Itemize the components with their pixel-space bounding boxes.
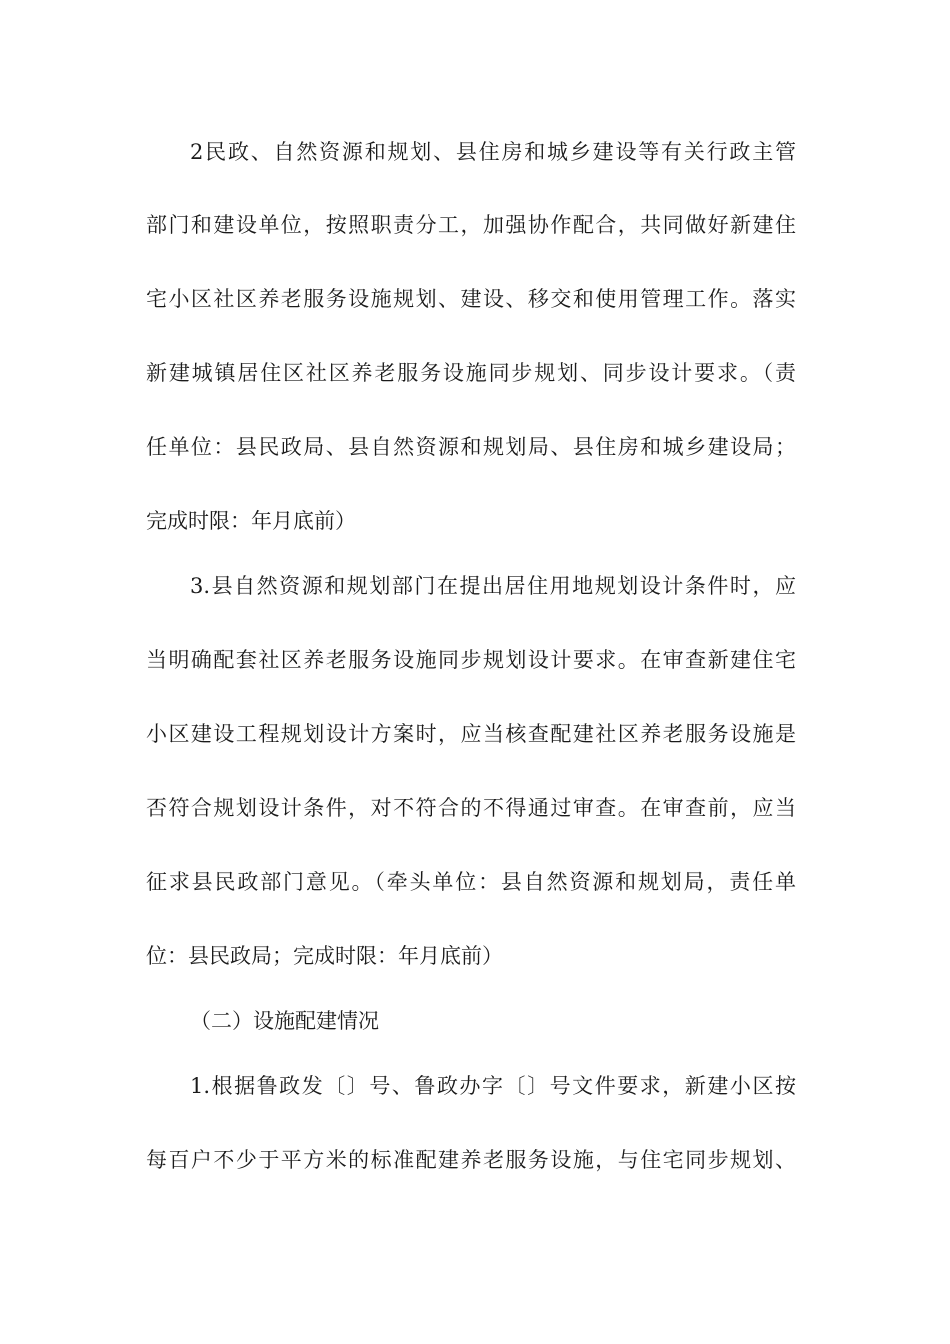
text-line-6: 完成时限：年月底前） (146, 509, 356, 533)
text-line-9: 小区建设工程规划设计方案时，应当核查配建社区养老服务设施是 (146, 722, 796, 746)
text-line-3: 宅小区社区养老服务设施规划、建设、移交和使用管理工作。落实 (146, 287, 796, 311)
text-line-8: 当明确配套社区养老服务设施同步规划设计要求。在审查新建住宅 (146, 648, 796, 672)
text-line-5: 任单位：县民政局、县自然资源和规划局、县住房和城乡建设局； (146, 435, 796, 459)
text-line-15: 每百户不少于平方米的标准配建养老服务设施，与住宅同步规划、 (146, 1148, 796, 1172)
text-line-11: 征求县民政部门意见。（牵头单位：县自然资源和规划局，责任单 (146, 870, 796, 894)
text-line-14: 1.根据鲁政发〔〕号、鲁政办字〔〕号文件要求，新建小区按 (190, 1074, 796, 1098)
text-line-2: 部门和建设单位，按照职责分工，加强协作配合，共同做好新建住 (146, 213, 796, 237)
text-line-4: 新建城镇居住区社区养老服务设施同步规划、同步设计要求。（责 (146, 361, 796, 385)
text-line-10: 否符合规划设计条件，对不符合的不得通过审查。在审查前，应当 (146, 796, 796, 820)
text-line-1: 2民政、自然资源和规划、县住房和城乡建设等有关行政主管 (190, 140, 796, 164)
text-line-12: 位：县民政局；完成时限：年月底前） (146, 944, 503, 968)
text-line-7: 3.县自然资源和规划部门在提出居住用地规划设计条件时，应 (190, 574, 796, 598)
section-heading: （二）设施配建情况 (190, 1009, 379, 1033)
